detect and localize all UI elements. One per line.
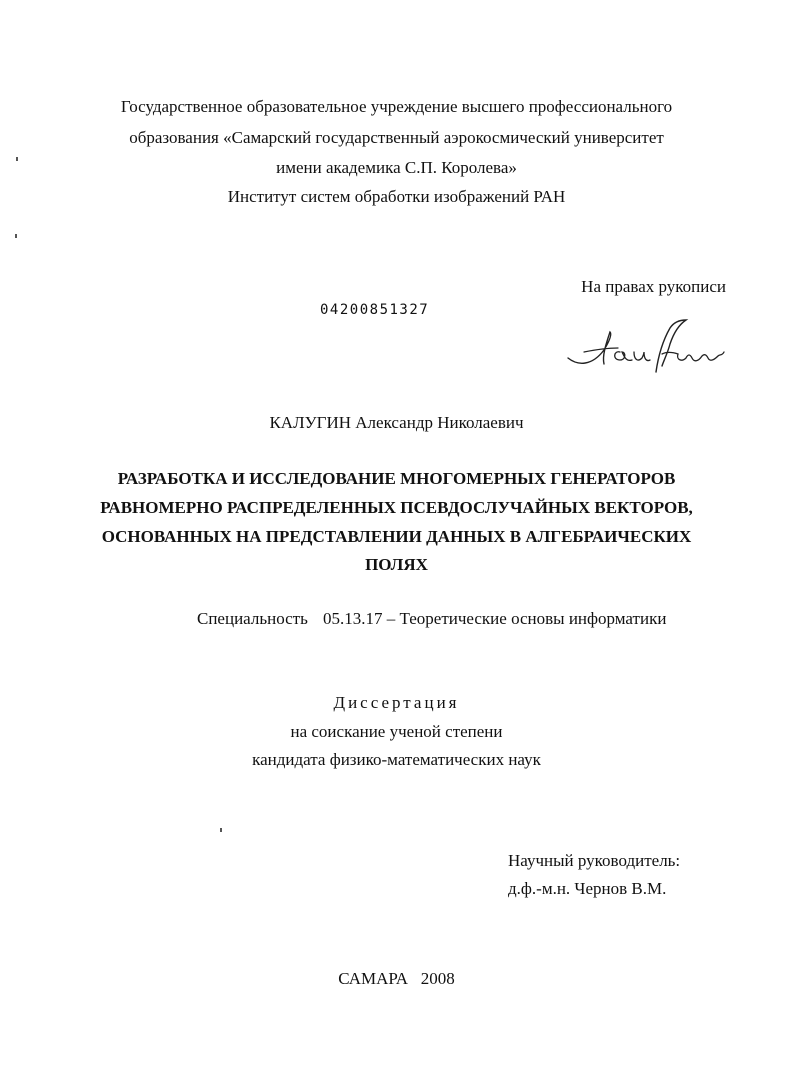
manuscript-rights-label: На правах рукописи bbox=[581, 277, 726, 296]
signature-stroke bbox=[615, 352, 632, 361]
title-line-1: РАЗРАБОТКА И ИССЛЕДОВАНИЕ МНОГОМЕРНЫХ ГЕНЕРАТОРОВ bbox=[117, 469, 676, 488]
institution-line-2: образования «Самарский государственный аэрокосмический университет bbox=[129, 128, 664, 147]
dissertation-purpose: на соискание ученой степени bbox=[290, 722, 503, 741]
scan-speck bbox=[16, 157, 18, 161]
supervisor-label: Научный руководитель: bbox=[508, 851, 681, 870]
signature-stroke bbox=[568, 332, 611, 364]
title-line-3: ОСНОВАННЫХ НА ПРЕДСТАВЛЕНИИ ДАННЫХ В АЛГЕБРАИЧЕСКИХ bbox=[101, 527, 692, 546]
institution-line-4: Институт систем обработки изображений РАН bbox=[227, 187, 566, 206]
author-name: КАЛУГИН Александр Николаевич bbox=[269, 413, 524, 432]
specialty-code: 05.13.17 – Теоретические основы информатики bbox=[323, 609, 667, 628]
signature-stroke bbox=[656, 320, 686, 372]
signature-stroke bbox=[584, 348, 618, 352]
specialty-label: Специальность bbox=[197, 609, 308, 628]
city-year: САМАРА 2008 bbox=[338, 969, 455, 988]
registry-number: 04200851327 bbox=[320, 302, 430, 318]
title-line-2: РАВНОМЕРНО РАСПРЕДЕЛЕННЫХ ПСЕВДОСЛУЧАЙНЫХ ВЕКТОРОВ, bbox=[100, 498, 693, 517]
signature-stroke bbox=[662, 352, 724, 361]
scan-speck bbox=[220, 828, 222, 832]
scan-speck bbox=[15, 234, 17, 238]
title-line-4: ПОЛЯХ bbox=[365, 555, 428, 574]
institution-line-3: имени академика С.П. Королева» bbox=[276, 158, 517, 177]
dissertation-degree: кандидата физико-математических наук bbox=[252, 750, 541, 769]
dissertation-type: Диссертация bbox=[333, 693, 460, 712]
supervisor-name: д.ф.-м.н. Чернов В.М. bbox=[508, 879, 667, 898]
author-signature bbox=[562, 314, 728, 378]
institution-line-1: Государственное образовательное учреждение высшего профессионального bbox=[120, 97, 673, 116]
signature-stroke bbox=[634, 352, 650, 361]
